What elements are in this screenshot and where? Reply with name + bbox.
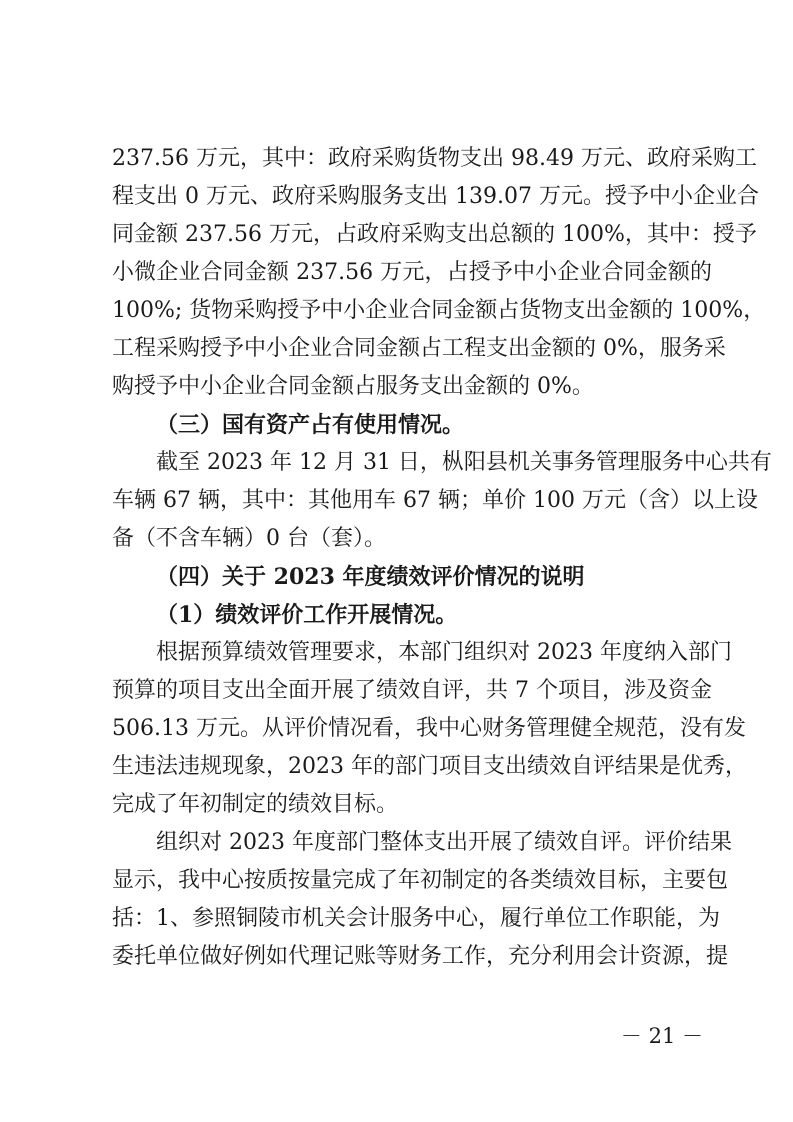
paragraph-line: 截至 2023 年 12 月 31 日，枞阳县机关事务管理服务中心共有	[156, 450, 772, 475]
paragraph-line: 小微企业合同金额 237.56 万元，占授予中小企业合同金额的	[112, 260, 712, 285]
paragraph-line: 同金额 237.56 万元，占政府采购支出总额的 100%，其中：授予	[112, 222, 757, 247]
paragraph-line: 委托单位做好例如代理记账等财务工作，充分利用会计资源，提	[112, 944, 729, 969]
paragraph-line: 预算的项目支出全面开展了绩效自评，共 7 个项目，涉及资金	[112, 678, 712, 703]
section-heading-performance-evaluation: （四）关于 2023 年度绩效评价情况的说明	[156, 564, 585, 590]
paragraph-line: 237.56 万元，其中：政府采购货物支出 98.49 万元、政府采购工	[112, 146, 757, 171]
paragraph-line: 显示，我中心按质按量完成了年初制定的各类绩效目标，主要包	[112, 868, 729, 893]
paragraph-line: 工程采购授予中小企业合同金额占工程支出金额的 0%，服务采	[112, 336, 726, 361]
subsection-heading-evaluation-work: （1）绩效评价工作开展情况。	[156, 602, 458, 628]
paragraph-line: 备（不含车辆）0 台（套）。	[112, 526, 386, 551]
paragraph-line: 括：1、参照铜陵市机关会计服务中心，履行单位工作职能，为	[112, 906, 720, 931]
paragraph-line: 车辆 67 辆，其中：其他用车 67 辆；单价 100 万元（含）以上设	[112, 488, 758, 513]
paragraph-line: 完成了年初制定的绩效目标。	[112, 792, 399, 817]
document-body	[112, 140, 772, 976]
paragraph-line: 购授予中小企业合同金额占服务支出金额的 0%。	[112, 374, 594, 399]
paragraph-line: 组织对 2023 年度部门整体支出开展了绩效自评。评价结果	[156, 830, 732, 855]
paragraph-line: 根据预算绩效管理要求，本部门组织对 2023 年度纳入部门	[156, 640, 732, 665]
paragraph-line: 100%; 货物采购授予中小企业合同金额占货物支出金额的 100%，	[112, 298, 766, 323]
section-heading-state-assets: （三）国有资产占有使用情况。	[156, 412, 465, 438]
paragraph-line: 506.13 万元。从评价情况看，我中心财务管理健全规范，没有发	[112, 716, 746, 741]
paragraph-line: 生违法违规现象，2023 年的部门项目支出绩效自评结果是优秀，	[112, 754, 747, 779]
paragraph-line: 程支出 0 万元、政府采购服务支出 139.07 万元。授予中小企业合	[112, 184, 759, 209]
page-number: － 21 －	[620, 1024, 703, 1048]
